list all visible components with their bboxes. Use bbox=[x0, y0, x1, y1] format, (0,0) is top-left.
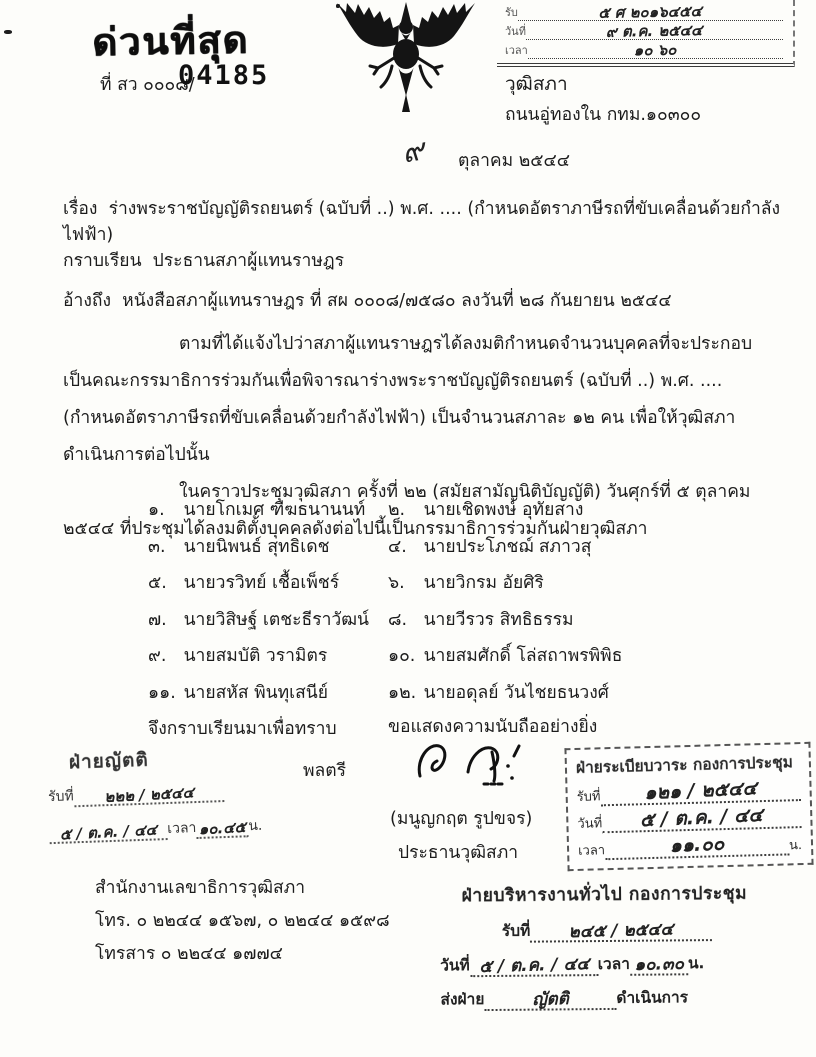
body-paragraph-2: ในคราวประชุมวุฒิสภา ครั้งที่ ๒๒ (สมัยสามัญนิติบัญญัติ) วันศุกร์ที่ ๕ ตุลาคม ๒๕๔๔ ที่ประชุมได้ลงมติตั้งบุคคลดังต่อไปนี้เป็นกรรมาธิการร่วมกันฝ่ายวุฒิสภา bbox=[63, 482, 751, 539]
received-stamp-box bbox=[497, 0, 795, 67]
agenda-stamp-title: ฝ่ายระเบียบวาระ กองการประชุม bbox=[575, 753, 794, 777]
committee-row bbox=[148, 638, 622, 675]
salutation-label: กราบเรียน bbox=[63, 251, 142, 271]
committee-item: ๕. นายวรวิทย์ เชื้อเพ็ชร์ bbox=[148, 573, 340, 593]
subject-line bbox=[63, 196, 816, 249]
reference-line bbox=[63, 288, 672, 314]
motion-stamp-title: ฝ่ายญัตติ bbox=[68, 748, 150, 774]
subject-text: ร่างพระราชบัญญัติรถยนตร์ (ฉบับที่ ..) พ.ศ. .... (กำหนดอัตราภาษีรถที่ขับเคลื่อนด้วยกำลังไฟฟ้า) bbox=[63, 199, 781, 246]
admin-time-unit: น. bbox=[687, 954, 705, 973]
motion-time-unit: น. bbox=[248, 817, 263, 835]
committee-row bbox=[148, 492, 622, 529]
committee-item: ๗. นายวิสิษฐ์ เตชะธีราวัฒน์ bbox=[148, 609, 370, 630]
office-tel: โทร. ๐ ๒๒๔๔ ๑๕๖๗, ๐ ๒๒๔๔ ๑๕๙๘ bbox=[95, 911, 390, 931]
agenda-recv-value: ๑๒๑ / ๒๕๔๔ bbox=[643, 777, 758, 805]
admin-stamp-title: ฝ่ายบริหารงานทั่วไป กองการประชุม bbox=[461, 883, 748, 907]
body-paragraph-1: ตามที่ได้แจ้งไปว่าสภาผู้แทนราษฎรได้ลงมติกำหนดจำนวนบุคคลที่จะประกอบเป็นคณะกรรมาธิการร่วมกันเพื่อพิจารณาร่างพระราชบัญญัติรถยนตร์ (ฉบับที่ ..) พ.ศ. .... (กำหนดอัตราภาษีรถที่ขับเคลื่อนด้วยกำลังไฟฟ้า) เป็นจำนวนสภาละ ๑๒ คน เพื่อให้วุฒิสภาดำเนินการต่อไปนั้น bbox=[63, 334, 753, 465]
subject-label: เรื่อง bbox=[63, 199, 98, 219]
closing-respect: ขอแสดงความนับถืออย่างยิ่ง bbox=[388, 717, 598, 737]
admin-time-label: เวลา bbox=[597, 954, 630, 974]
scan-artifact bbox=[4, 30, 12, 34]
salutation-line bbox=[63, 248, 344, 274]
committee-row bbox=[148, 529, 622, 566]
body-closing-line: จึงกราบเรียนมาเพื่อทราบ bbox=[148, 719, 337, 739]
admin-time-value: ๑๐.๓๐ bbox=[633, 953, 684, 976]
signature-icon bbox=[408, 730, 538, 792]
signer-title: ประธานวุฒิสภา bbox=[398, 843, 519, 863]
agenda-recv-label: รับที่ bbox=[576, 789, 601, 805]
motion-date-value: ๕ / ต.ค. / ๔๔ bbox=[59, 820, 158, 844]
motion-time-value: ๑๐.๔๕ bbox=[198, 817, 247, 839]
committee-item: ๓. นายนิพนธ์ สุทธิเดช bbox=[148, 536, 330, 557]
admin-date-row bbox=[440, 950, 776, 978]
motion-section-stamp bbox=[46, 740, 289, 844]
motion-date-row bbox=[49, 814, 290, 844]
doc-number-prefix: ที่ สว ๐๐๐๘/ bbox=[100, 75, 195, 95]
motion-recv-row bbox=[48, 778, 289, 808]
admin-send-row bbox=[440, 984, 776, 1012]
committee-item: ๔. นายประโภชฌ์ สภาวสุ bbox=[388, 536, 592, 557]
signature-scribble bbox=[408, 730, 538, 796]
agenda-time-label: เวลา bbox=[577, 843, 606, 859]
committee-item: ๑๒. นายอดุลย์ วันไชยธนวงศ์ bbox=[388, 682, 609, 703]
received-date-label: วันที่ bbox=[505, 25, 526, 38]
date-handwritten-day: ๙ bbox=[399, 132, 427, 171]
received-date-value: ๙ ต.ค. ๒๕๔๔ bbox=[606, 21, 703, 41]
salutation-text: ประธานสภาผู้แทนราษฎร bbox=[152, 251, 345, 271]
committee-item: ๑๐. นายสมศักดิ์ โล่สถาพรพิพิธ bbox=[388, 646, 623, 666]
committee-item: ๒. นายเชิดพงษ์ อุทัยสาง bbox=[388, 500, 584, 520]
agenda-date-value: ๕ / ต.ค. / ๔๔ bbox=[639, 804, 764, 832]
committee-item: ๘. นายวีรวร สิทธิธรรม bbox=[388, 609, 574, 630]
admin-date-label: วันที่ bbox=[440, 956, 470, 975]
admin-date-value: ๕ / ต.ค. / ๔๔ bbox=[478, 954, 589, 978]
committee-item: ๑๑. นายสหัส พินทุเสนีย์ bbox=[148, 682, 328, 703]
received-time-label: เวลา bbox=[505, 44, 528, 57]
motion-recv-label: รับที่ bbox=[47, 788, 75, 806]
agenda-section-stamp bbox=[564, 742, 813, 871]
date-typed: ตุลาคม ๒๕๔๔ bbox=[458, 151, 570, 171]
admin-recv-value: ๒๔๕ / ๒๕๔๔ bbox=[568, 919, 674, 943]
received-number-label: รับ bbox=[505, 6, 518, 19]
received-time-value: ๑๐ ๖๐ bbox=[633, 40, 677, 60]
office-info bbox=[95, 872, 390, 971]
committee-item: ๖. นายวิกรม อัยศิริ bbox=[388, 573, 544, 593]
admin-send-label: ส่งฝ่าย bbox=[440, 990, 485, 1009]
admin-recv-row bbox=[502, 916, 712, 943]
signer-rank: พลตรี bbox=[303, 761, 347, 781]
motion-recv-value: ๒๒๒ / ๒๕๔๔ bbox=[103, 783, 194, 807]
sender-address: ถนนอู่ทองใน กทม.๑๐๓๐๐ bbox=[505, 105, 702, 125]
doc-number-stamped: 04185 bbox=[178, 60, 270, 91]
agenda-time-value: ๑๑.๐๐ bbox=[669, 832, 725, 857]
committee-item: ๑. นายโกเมศ ฑีฆธนานนท์ bbox=[148, 500, 366, 520]
received-row-time bbox=[505, 41, 783, 59]
office-fax: โทรสาร ๐ ๒๒๔๔ ๑๗๗๔ bbox=[95, 944, 283, 964]
committee-row bbox=[148, 675, 622, 712]
urgent-stamp: ด่วนที่สุด bbox=[91, 17, 250, 65]
sender-org: วุฒิสภา bbox=[505, 73, 568, 95]
committee-row bbox=[148, 602, 622, 639]
garuda-emblem bbox=[332, 0, 480, 120]
agenda-date-label: วันที่ bbox=[577, 816, 603, 832]
reference-label: อ้างถึง bbox=[63, 291, 112, 311]
admin-send-value: ญัตติ bbox=[531, 989, 569, 1010]
admin-send-suffix: ดำเนินการ bbox=[616, 988, 689, 1007]
signer-name: (มนูญกฤต รูปขจร) bbox=[390, 809, 533, 829]
motion-time-label: เวลา bbox=[167, 820, 197, 838]
office-name: สำนักงานเลขาธิการวุฒิสภา bbox=[95, 878, 306, 898]
committee-item: ๙. นายสมบัติ วรามิตร bbox=[148, 646, 328, 666]
admin-section-stamp bbox=[435, 879, 776, 1012]
garuda-icon bbox=[332, 0, 480, 116]
agenda-time-row bbox=[578, 834, 802, 861]
agenda-time-unit: น. bbox=[788, 838, 803, 854]
received-number-value: ๕ ศ ๒๐๑๖๔๕๔ bbox=[598, 2, 703, 22]
reference-text: หนังสือสภาผู้แทนราษฎร ที่ สผ ๐๐๐๘/๗๕๘๐ ลงวันที่ ๒๘ กันยายน ๒๕๔๔ bbox=[122, 291, 672, 311]
admin-recv-label: รับที่ bbox=[501, 921, 531, 940]
committee-row bbox=[148, 565, 622, 602]
committee-list bbox=[148, 492, 622, 748]
